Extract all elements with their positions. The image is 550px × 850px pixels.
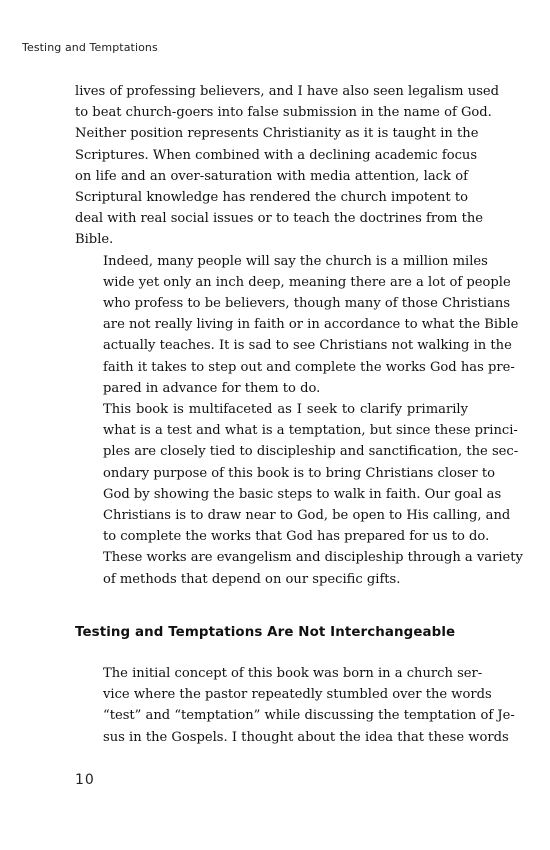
text-line: sus in the Gospels. I thought about the idea that these words: [103, 729, 509, 745]
page-number: 10: [75, 772, 95, 788]
text-line: Scriptures. When combined with a declining academic focus: [75, 147, 478, 163]
text-line: who profess to be believers, though many of those Christians: [103, 296, 511, 312]
text-line: to beat church-goers into false submission in the name of God.: [75, 105, 492, 121]
text-line: The initial concept of this book was born in a church ser-: [103, 666, 483, 681]
text-line: These works are evangelism and discipleship through a variety: [103, 550, 523, 566]
text-line: Christians is to draw near to God, be open to His calling, and: [103, 508, 511, 524]
text-line: pared in advance for them to do.: [103, 380, 321, 396]
paragraph: [75, 399, 523, 590]
text-line: ondary purpose of this book is to bring Christians closer to: [103, 465, 496, 481]
text-line: are not really living in faith or in accordance to what the Bible: [103, 317, 519, 333]
text-line: of methods that depend on our specific gifts.: [103, 571, 401, 587]
text-line: “test” and “temptation” while discussing the temptation of Je-: [103, 708, 515, 724]
text-line: Scriptural knowledge has rendered the church impotent to: [75, 190, 468, 206]
text-line: ples are closely tied to discipleship and sanctification, the sec-: [103, 444, 519, 460]
text-line: what is a test and what is a temptation, but since these princi-: [103, 423, 518, 439]
text-line: vice where the pastor repeatedly stumbled over the words: [103, 687, 492, 703]
text-line: to complete the works that God has prepared for us to do.: [103, 529, 490, 545]
running-head: Testing and Temptations: [22, 41, 158, 54]
text-line: wide yet only an inch deep, meaning there are a lot of people: [103, 274, 511, 290]
text-line: faith it takes to step out and complete the works God has pre-: [103, 359, 515, 375]
text-line: on life and an over-saturation with media attention, lack of: [75, 168, 468, 184]
text-line: deal with real social issues or to teach the doctrines from the: [75, 211, 484, 227]
paragraph: [75, 251, 519, 399]
text-line: Bible.: [75, 232, 114, 248]
text-line: God by showing the basic steps to walk in faith. Our goal as: [103, 486, 502, 502]
text-line: actually teaches. It is sad to see Christians not walking in the: [103, 338, 512, 354]
text-line: lives of professing believers, and I have also seen legalism used: [75, 84, 500, 99]
text-line: Indeed, many people will say the church is a million miles: [103, 253, 488, 269]
section-heading: Testing and Temptations Are Not Interchangeable: [75, 625, 456, 640]
body-text: [75, 81, 523, 590]
paragraph: [75, 81, 500, 251]
text-line: This book is multifaceted as I seek to clarify primarily: [103, 402, 468, 418]
text-line: Neither position represents Christianity as it is taught in the: [75, 126, 479, 142]
paragraph: [75, 663, 515, 748]
section-body-text: [75, 663, 515, 748]
